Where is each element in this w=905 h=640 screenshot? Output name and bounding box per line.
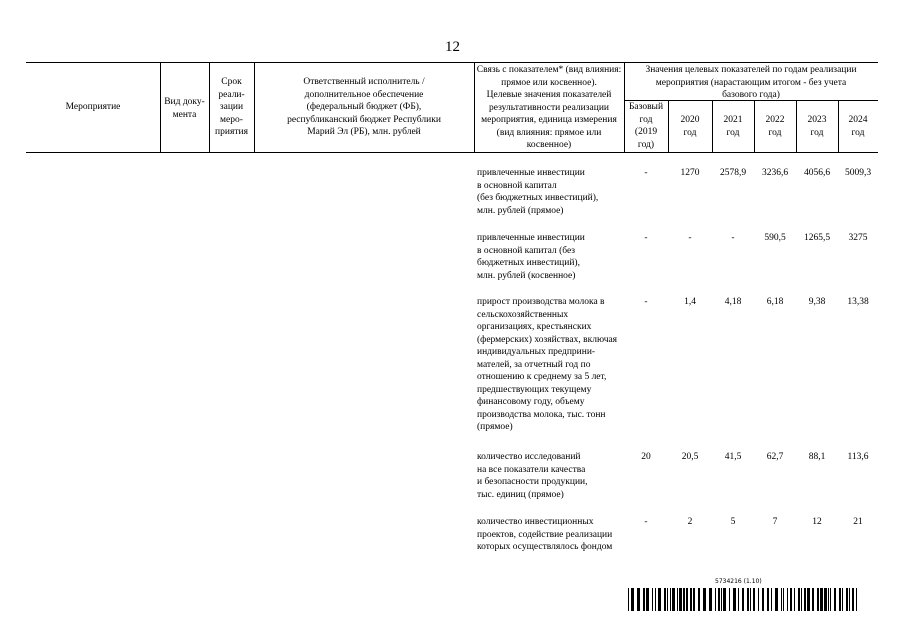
header-values-group: Значения целевых показателей по годам реализации мероприятия (нарастающим итогом - без учета базового года): [645, 65, 857, 100]
value-2020: 1,4: [684, 297, 696, 307]
value-base: 20: [641, 452, 651, 462]
value-2024: 5009,3: [844, 168, 872, 178]
value-base: -: [644, 168, 648, 178]
value-2021: 5: [730, 517, 736, 527]
header-responsible: Ответственный исполнитель / дополнительное обеспечение (федеральный бюджет (ФБ), республиканский бюджет Республики Марий Эл (РБ), млн. рублей: [287, 77, 441, 137]
value-2023: 12: [812, 517, 822, 527]
value-2021: 41,5: [724, 452, 742, 462]
header-year-base: Базовый год (2019 год): [628, 102, 664, 150]
header-activity: Мероприятие: [65, 102, 121, 112]
value-2024: 113,6: [847, 452, 869, 462]
value-base: -: [644, 297, 648, 307]
value-2023: 9,38: [808, 297, 826, 307]
value-2020: 20,5: [681, 452, 699, 462]
barcode-image: [628, 588, 860, 612]
value-2020: -: [688, 233, 692, 243]
page-number: 12: [445, 39, 460, 55]
value-2022: 3236,6: [761, 168, 789, 178]
indicator-text: привлеченные инвестиции в основной капитал (без бюджетных инвестиций), млн. рублей (прямое): [477, 168, 599, 216]
indicator-text: количество инвестиционных проектов, содействие реализации которых осуществлялось фондом: [477, 517, 613, 552]
value-2023: 4056,6: [803, 168, 831, 178]
header-doc-type: Вид доку- мента: [164, 97, 205, 120]
barcode-text: 5734216 (1.10): [715, 578, 762, 585]
value-base: -: [644, 233, 648, 243]
value-2024: 13,38: [847, 297, 869, 307]
value-2022: 7: [772, 517, 778, 527]
value-2024: 21: [853, 517, 863, 527]
value-2020: 2: [687, 517, 693, 527]
value-base: -: [644, 517, 648, 527]
indicator-text: прирост производства молока в сельскохозяйственных организациях, крестьянских (фермерских) хозяйствах, включая индивидуальных предприни- мателей, за отчетный год по отношению к среднему за 5 лет, предшествующих текущему финансовому году, объему производства молока, тыс. тонн (прямое): [477, 297, 618, 432]
value-2021: -: [731, 233, 735, 243]
value-2023: 1265,5: [803, 233, 831, 243]
value-2023: 88,1: [808, 452, 826, 462]
header-year-2020: 2020 год: [680, 115, 700, 138]
value-2022: 6,18: [766, 297, 784, 307]
indicator-text: количество исследований на все показатели качества и безопасности продукции, тыс. единиц (прямое): [477, 452, 588, 500]
value-2022: 62,7: [766, 452, 784, 462]
header-year-2024: 2024 год: [848, 115, 868, 138]
indicator-text: привлеченные инвестиции в основной капитал (без бюджетных инвестиций), млн. рублей (косвенное): [477, 233, 585, 281]
value-2022: 590,5: [764, 233, 786, 243]
header-deadline: Срок реали- зации меро- приятия: [215, 77, 248, 137]
header-indicator-link: Связь с показателем* (вид влияния: прямое или косвенное). Целевые значения показателей результативности реализации мероприятия, единица измерения (вид влияния: прямое или косвенное): [476, 65, 622, 150]
header-year-2023: 2023 год: [807, 115, 827, 138]
value-2024: 3275: [848, 233, 868, 243]
header-year-2021: 2021 год: [723, 115, 743, 138]
value-2021: 2578,9: [719, 168, 747, 178]
header-year-2022: 2022 год: [765, 115, 785, 138]
value-2021: 4,18: [724, 297, 742, 307]
value-2020: 1270: [680, 168, 700, 178]
